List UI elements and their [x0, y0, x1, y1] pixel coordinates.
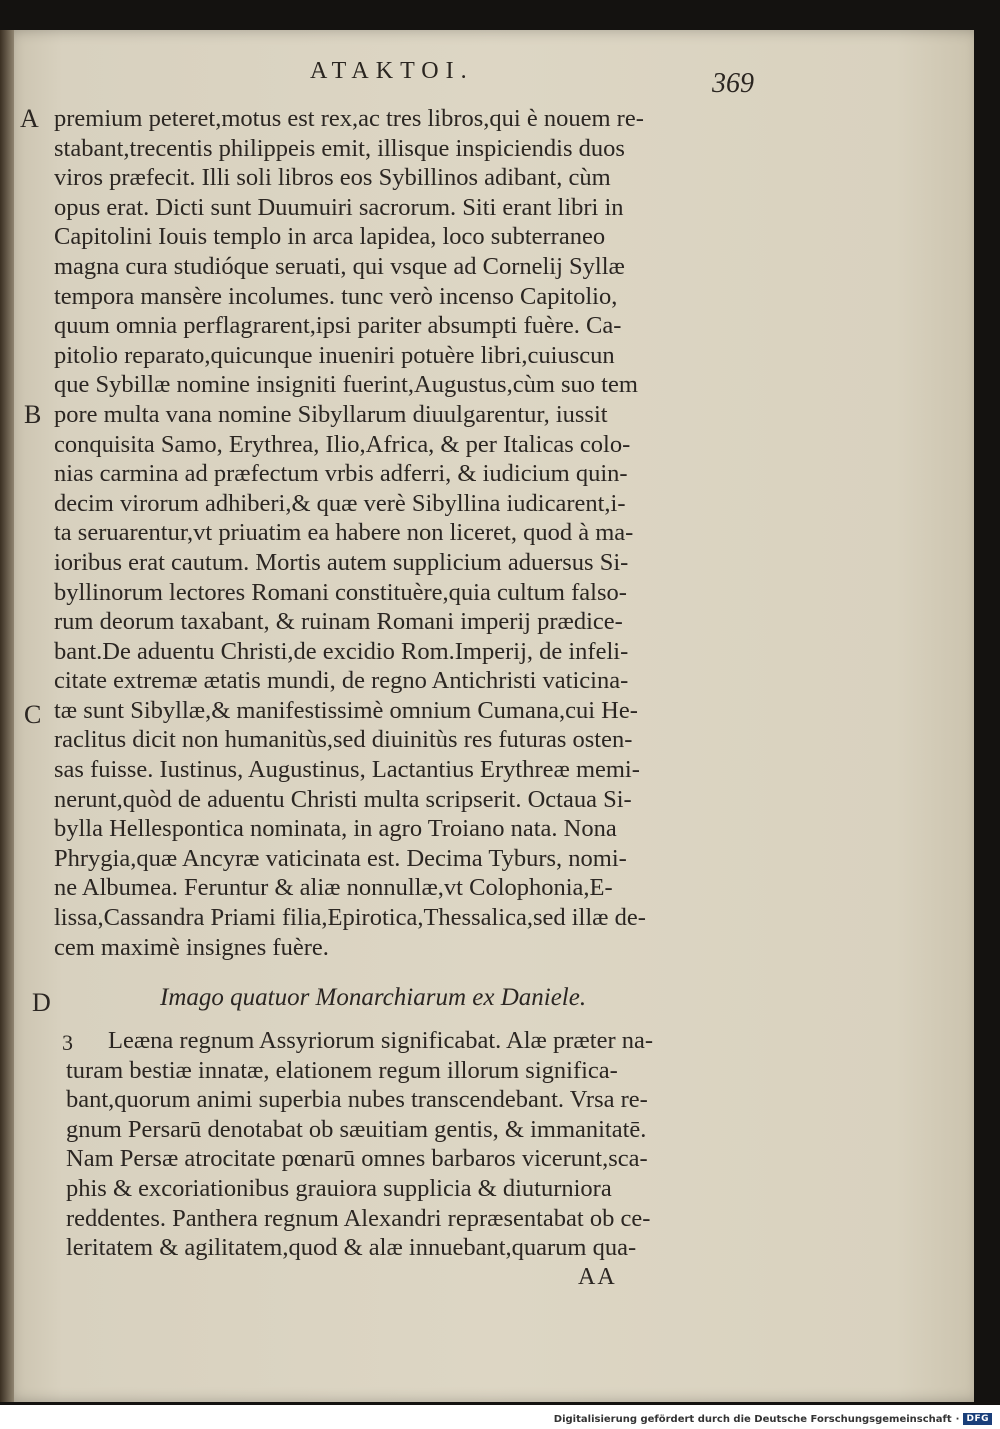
page-number: 369	[712, 68, 754, 99]
text-line: viros præfecit. Illi soli libros eos Sybillinos adibant, cùm	[54, 164, 611, 192]
text-line: premium peteret,motus est rex,ac tres libros,qui è nouem re-	[54, 105, 644, 132]
text-line: tæ sunt Sibyllæ,& manifestissimè omnium Cumana,cui He-	[54, 696, 638, 724]
footer-credit-text: Digitalisierung gefördert durch die Deutsche Forschungsgemeinschaft	[553, 1413, 952, 1425]
text-line: bant.De aduentu Christi,de excidio Rom.Imperij, de infeli-	[54, 637, 629, 665]
text-line: pitolio reparato,quicunque inueniri potuère libri,cuiuscun	[54, 341, 615, 369]
text-line: stabant,trecentis philippeis emit, illisque inspiciendis duos	[54, 134, 625, 162]
binding-edge	[0, 30, 14, 1402]
text-line: Capitolini Iouis templo in arca lapidea, loco subterraneo	[54, 223, 606, 251]
text-line: magna cura studióque seruati, qui vsque ad Cornelij Syllæ	[54, 252, 625, 280]
text-line: quum omnia perflagrarent,ipsi pariter absumpti fuère. Ca-	[54, 312, 622, 340]
text-line: ioribus erat cautum. Mortis autem supplicium aduersus Si-	[54, 548, 629, 576]
margin-letter-c: C	[24, 700, 42, 729]
text-line: bylla Hellespontica nominata, in agro Troiano nata. Nona	[54, 815, 617, 843]
text-line: bant,quorum animi superbia nubes transcendebant. Vrsa re-	[66, 1086, 648, 1114]
text-line: ne Albumea. Feruntur & aliæ nonnullæ,vt Colophonia,E-	[54, 874, 613, 902]
text-line: Phrygia,quæ Ancyræ vaticinata est. Decima Tyburs, nomi-	[54, 844, 627, 872]
text-line: raclitus dicit non humanitùs,sed diuinitùs res futuras osten-	[54, 726, 633, 754]
text-line: cem maximè insignes fuère.	[54, 933, 329, 961]
margin-letter-d: D	[32, 988, 51, 1017]
text-line: turam bestiæ innatæ, elationem regum illorum significa-	[66, 1056, 618, 1084]
text-line: leritatem & agilitatem,quod & alæ innuebant,quarum qua-	[66, 1234, 637, 1262]
text-line: pore multa vana nomine Sibyllarum diuulgarentur, iussit	[54, 400, 608, 428]
text-line: lissa,Cassandra Priami filia,Epirotica,Thessalica,sed illæ de-	[54, 904, 646, 932]
margin-letter-a: A	[20, 104, 39, 133]
section-heading: Imago quatuor Monarchiarum ex Daniele.	[160, 984, 587, 1011]
text-line: rum deorum taxabant, & ruinam Romani imperij prædice-	[54, 608, 623, 636]
text-line: conquisita Samo, Erythrea, Ilio,Africa, & per Italicas colo-	[54, 430, 631, 458]
text-line: que Sybillæ nomine insigniti fuerint,Augustus,cùm suo tem	[54, 371, 638, 399]
text-line: tempora mansère incolumes. tunc verò incenso Capitolio,	[54, 282, 618, 310]
text-line: Nam Persæ atrocitate pœnarū omnes barbaros vicerunt,sca-	[66, 1145, 648, 1173]
text-line: byllinorum lectores Romani constituère,quia cultum falso-	[54, 578, 627, 606]
section-number: 3	[62, 1030, 73, 1055]
text-line: reddentes. Panthera regnum Alexandri repræsentabat ob ce-	[66, 1204, 651, 1232]
text-line: phis & excoriationibus grauiora supplicia & diuturniora	[66, 1174, 612, 1202]
footer-separator: ·	[955, 1413, 960, 1425]
dfg-logo-icon: DFG	[963, 1413, 992, 1425]
text-line: nerunt,quòd de aduentu Christi multa scripserit. Octaua Si-	[54, 785, 632, 813]
text-line: nias carmina ad præfectum vrbis adferri, & iudicium quin-	[54, 460, 628, 488]
text-line: opus erat. Dicti sunt Duumuiri sacrorum. Siti erant libri in	[54, 193, 624, 221]
main-paragraph	[54, 104, 759, 962]
footer	[554, 1411, 992, 1427]
running-head: ATAKTOI.	[310, 58, 474, 84]
text-line: citate extremæ ætatis mundi, de regno Antichristi vaticina-	[54, 667, 629, 695]
signature-mark: AA	[578, 1264, 617, 1290]
margin-letter-b: B	[24, 400, 42, 429]
text-line: ta seruarentur,vt priuatim ea habere non liceret, quod à ma-	[54, 519, 634, 547]
text-line: decim virorum adhiberi,& quæ verè Sibyllina iudicarent,i-	[54, 489, 626, 517]
text-line: Leæna regnum Assyriorum significabat. Alæ præter na-	[108, 1027, 654, 1054]
text-line: gnum Persarū denotabat ob sæuitiam gentis, & immanitatē.	[66, 1115, 647, 1143]
second-paragraph	[66, 1026, 766, 1263]
text-line: sas fuisse. Iustinus, Augustinus, Lactantius Erythreæ memi-	[54, 756, 640, 784]
